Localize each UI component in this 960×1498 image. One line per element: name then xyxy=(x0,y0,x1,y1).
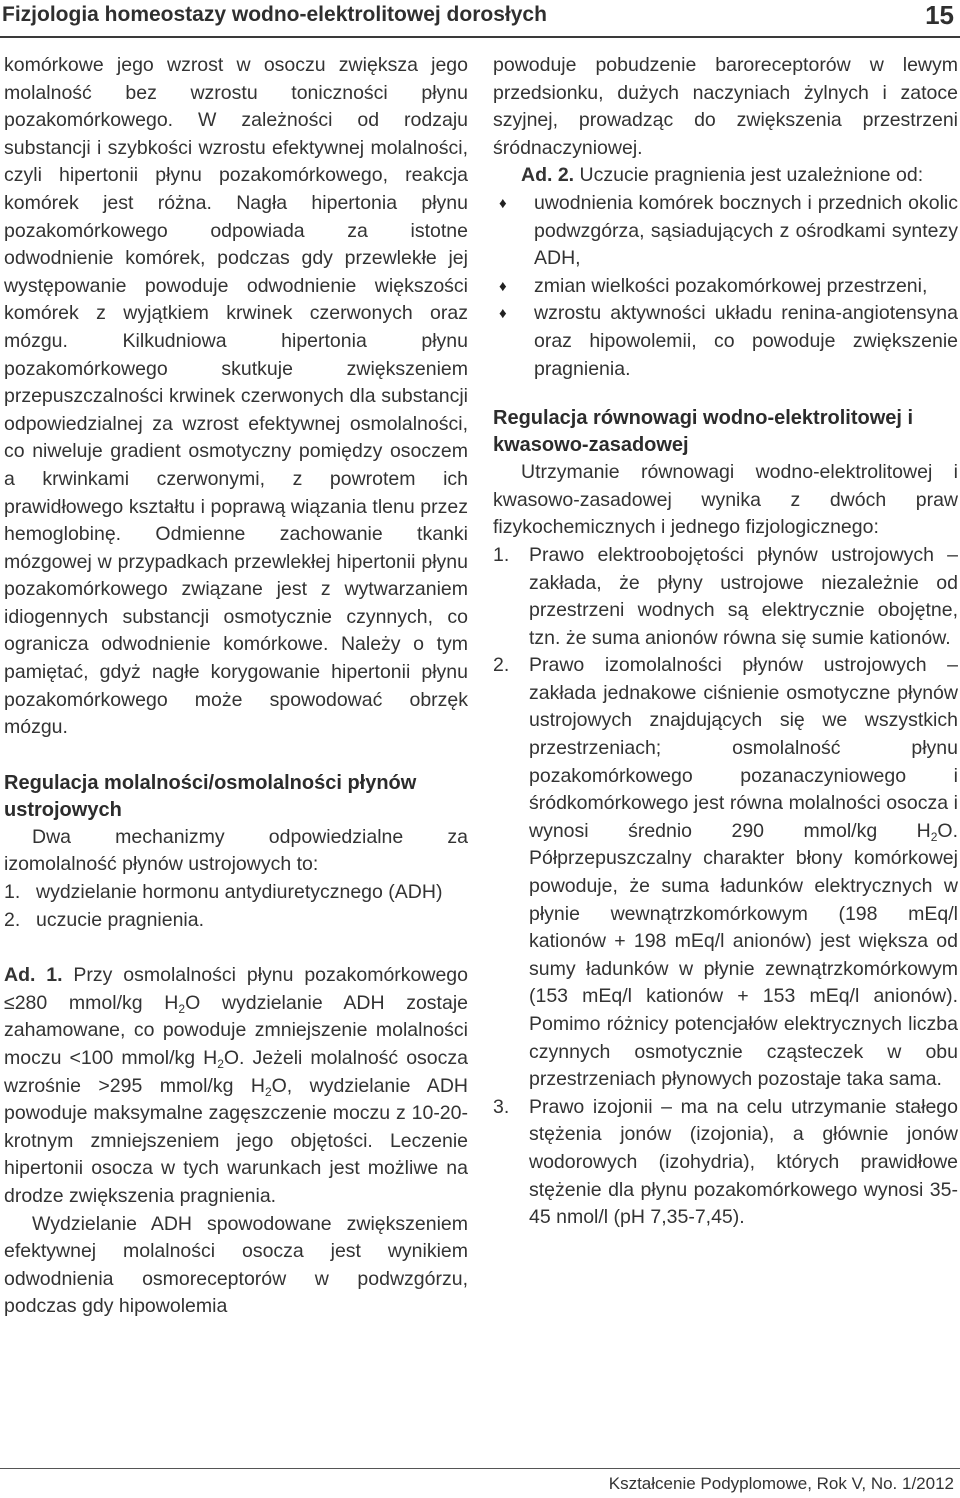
running-title: Fizjologia homeostazy wodno-elektrolitowej dorosłych xyxy=(2,3,547,26)
diamond-bullet-icon: ♦ xyxy=(499,194,507,212)
list-text: wydzielanie hormonu antydiuretycznego (ADH) xyxy=(36,881,443,904)
header-divider xyxy=(0,36,960,38)
mechanism-list xyxy=(4,879,468,934)
section-heading: Regulacja molalności/osmolalności płynów ustrojowych xyxy=(4,771,417,821)
ad2-label: Ad. 2. xyxy=(521,164,575,187)
right-column xyxy=(493,52,958,1232)
body-paragraph: Wydzielanie ADH spowodowane zwiększeniem efektywnej molalności osocza jest wynikiem odwodnienia osmoreceptorów w podwzgórzu, podczas gdy hipowolemia xyxy=(4,1212,468,1318)
list-text: zmian wielkości pozakomórkowej przestrzeni, xyxy=(534,274,928,297)
body-paragraph: komórkowe jego wzrost w osoczu zwiększa jego molalność bez wzrostu toniczności płynu pozakomórkowego. W zależności od rodzaju substancji i szybkości wzrostu efektywnej molalności, czyli hipertonii płynu pozakomórkowego, reakcja komórek jest różna. Nagła hipertonia płynu pozakomórkowego odpowiada za istotne odwodnienie komórek, podczas gdy przewlekłe jej występowanie powoduje odwodnienie większości komórek z wyjątkiem krwinek czerwonych oraz mózgu. Kilkudniowa hipertonia płynu pozakomórkowego skutkuje zwiększeniem przepuszczalności krwinek czerwonych dla substancji odpowiedzialnej za wzrost efektywnej osmolalności, co niweluje gradient osmotyczny pomiędzy osoczem a krwinkami czerwonymi, z powrotem ich prawidłowego kształtu i poprawą wiązania tlenu przez hemoglobinę. Odmienne zachowanie tkanki mózgowej w przypadkach przewlekłej hipertonii płynu pozakomórkowego związane jest z wytwarzaniem idiogennych substancji osmotycznie czynnych, co ogranicza odwodnienie komórkowe. Należy o tym pamiętać, gdyż nagłe korygowanie hipertonii płynu pozakomórkowego może spowodować obrzęk mózgu. xyxy=(4,54,468,739)
list-text: Prawo izojonii – ma na celu utrzymanie stałego stężenia jonów (izojonia), a głównie jonów wodorowych (izohydria), których prawidłowe stężenie dla płynu pozakomórkowego wynosi 35-45 nmol/l (pH 7,35-7,45). xyxy=(529,1095,958,1229)
list-text: Prawo izomolalności płynów ustrojowych – zakłada jednakowe ciśnienie osmotyczne płynów ustrojowych znajdujących się we wszystkich przestrzeniach; osmolalność płynu pozakomórkowego pozanaczyniowego i śródkomórkowego jest równa molalności osocza i wynosi średnio 290 mmol/kg $H_2O$. Półprzepuszczalny charakter błony komórkowej powoduje, że suma ładunków elektrycznych w płynie wewnątrzkomórkowym (198 mEq/l kationów + 198 mEq/l anionów) jest większa od sumy ładunków w płynie zewnątrzkomórkowym (153 mEq/l kationów + 153 mEq/l anionów). Pomimo różnicy potencjałów elektrycznych liczba czynnych osmotycznie cząsteczek w obu przestrzeniach płynowych pozostaje taka sama. xyxy=(529,654,958,1091)
body-paragraph: Dwa mechanizmy odpowiedzialne za izomolalność płynów ustrojowych to: xyxy=(4,825,468,876)
section-heading: Regulacja równowagi wodno-elektrolitowej i kwasowo-zasadowej xyxy=(493,407,914,457)
list-number: 1. xyxy=(4,881,21,904)
list-text: Prawo elektroobojętości płynów ustrojowych – zakłada, że płyny ustrojowe niezależnie od przestrzeni wodnych są elektrycznie obojętne, tzn. że suma anionów równa się sumie kationów. xyxy=(529,543,958,649)
list-item xyxy=(493,542,958,652)
laws-list xyxy=(493,542,958,1232)
list-item xyxy=(493,273,958,301)
list-item xyxy=(4,879,468,907)
ad2-paragraph: Ad. 2. Uczucie pragnienia jest uzależnione od: xyxy=(521,164,924,187)
list-number: 1. xyxy=(493,543,510,566)
diamond-bullet-icon: ♦ xyxy=(499,305,507,323)
diamond-bullet-icon: ♦ xyxy=(499,277,507,295)
list-item xyxy=(493,190,958,273)
list-number: 2. xyxy=(493,654,510,677)
list-text: wzrostu aktywności układu renina-angiotensyna oraz hipowolemii, co powoduje zwiększenie pragnienia. xyxy=(534,302,958,380)
body-paragraph: powoduje pobudzenie baroreceptorów w lewym przedsionku, dużych naczyniach żylnych i zatoce szyjnej, prowadząc do zwiększenia przestrzeni śródnaczyniowej. xyxy=(493,54,958,159)
list-item xyxy=(4,907,468,935)
list-item xyxy=(493,300,958,383)
journal-footer: Kształcenie Podyplomowe, Rok V, No. 1/2012 xyxy=(608,1474,954,1493)
ad1-paragraph: Ad. 1. Przy osmolalności płynu pozakomórkowego ≤280 mmol/kg $H_2O$ wydzielanie ADH zostaje zahamowane, co powoduje zmniejszenie molalności moczu <100 mmol/kg $H_2O$. Jeżeli molalność osocza wzrośnie >295 mmol/kg $H_2O$, wydzielanie ADH powoduje maksymalne zagęszczenie moczu z 10-20-krotnym zmniejszeniem jego objętości. Leczenie hipertonii osocza w tych warunkach jest możliwe na drodze zwiększenia pragnienia. xyxy=(4,964,468,1207)
body-paragraph: Utrzymanie równowagi wodno-elektrolitowej i kwasowo-zasadowej wynika z dwóch praw fizykochemicznych i jednego fizjologicznego: xyxy=(493,461,958,539)
thirst-factor-list xyxy=(493,190,958,383)
footer-divider xyxy=(0,1468,960,1469)
ad1-label: Ad. 1. xyxy=(4,964,63,987)
page-number: 15 xyxy=(925,0,954,30)
left-column xyxy=(4,52,468,1321)
list-text: uczucie pragnienia. xyxy=(36,908,205,931)
list-item xyxy=(493,652,958,1094)
list-item xyxy=(493,1094,958,1232)
list-number: 3. xyxy=(493,1095,510,1118)
running-header xyxy=(0,0,960,34)
list-number: 2. xyxy=(4,908,21,931)
list-text: uwodnienia komórek bocznych i przednich okolic podwzgórza, sąsiadujących z ośrodkami syntezy ADH, xyxy=(534,191,958,270)
